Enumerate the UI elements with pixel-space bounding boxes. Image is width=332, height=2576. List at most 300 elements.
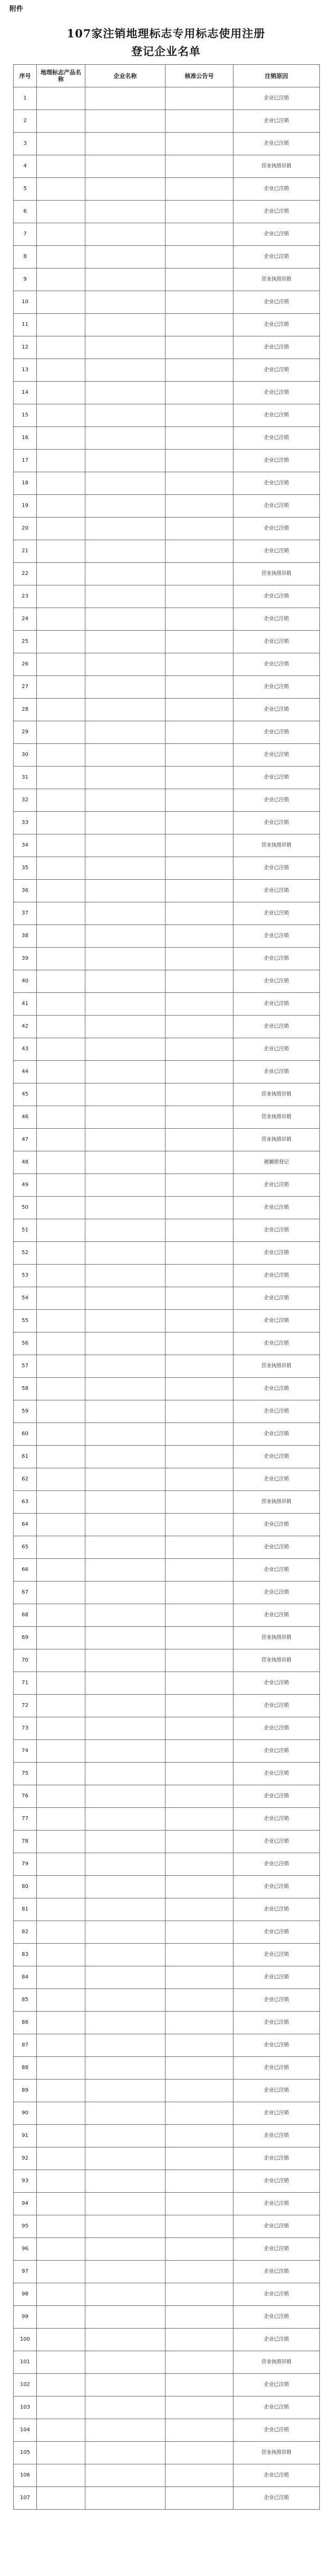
table-row xyxy=(14,902,320,925)
cell-approval-notice xyxy=(165,1423,233,1446)
cell-company-name xyxy=(85,2442,165,2464)
cell-company-name xyxy=(85,2306,165,2329)
cell-product-name xyxy=(37,1898,85,1921)
table-row xyxy=(14,1265,320,1287)
cell-product-name xyxy=(37,472,85,495)
cell-cancellation-reason: 营业执照吊销 xyxy=(233,2351,320,2374)
table-row xyxy=(14,2351,320,2374)
cell-serial-number: 17 xyxy=(14,450,37,472)
cell-cancellation-reason: 企业已注销 xyxy=(233,133,320,155)
cell-cancellation-reason: 企业已注销 xyxy=(233,2329,320,2351)
table-row xyxy=(14,1242,320,1265)
cell-product-name xyxy=(37,133,85,155)
cell-product-name xyxy=(37,155,85,178)
cell-cancellation-reason: 企业已注销 xyxy=(233,382,320,404)
cell-serial-number: 27 xyxy=(14,676,37,699)
table-row xyxy=(14,880,320,902)
cell-product-name xyxy=(37,1400,85,1423)
cell-serial-number: 86 xyxy=(14,2012,37,2034)
cell-approval-notice xyxy=(165,1514,233,1536)
cell-approval-notice xyxy=(165,336,233,359)
table-row xyxy=(14,1785,320,1808)
cell-cancellation-reason: 企业已注销 xyxy=(233,2102,320,2125)
cell-company-name xyxy=(85,291,165,314)
cell-product-name xyxy=(37,1355,85,1378)
cell-product-name xyxy=(37,2238,85,2261)
cell-company-name xyxy=(85,1536,165,1559)
table-row xyxy=(14,1468,320,1491)
cell-cancellation-reason: 企业已注销 xyxy=(233,1966,320,1989)
cell-cancellation-reason: 企业已注销 xyxy=(233,518,320,540)
cell-approval-notice xyxy=(165,1627,233,1649)
cell-cancellation-reason: 营业执照吊销 xyxy=(233,155,320,178)
table-row xyxy=(14,540,320,563)
table-row xyxy=(14,789,320,812)
cell-company-name xyxy=(85,87,165,110)
cell-product-name xyxy=(37,2442,85,2464)
cell-company-name xyxy=(85,2374,165,2396)
table-row xyxy=(14,857,320,880)
cell-approval-notice xyxy=(165,993,233,1016)
cell-product-name xyxy=(37,1763,85,1785)
cell-product-name xyxy=(37,2351,85,2374)
cell-cancellation-reason: 企业已注销 xyxy=(233,1400,320,1423)
cell-cancellation-reason: 被撤销登记 xyxy=(233,1151,320,1174)
cell-company-name xyxy=(85,1287,165,1310)
cell-serial-number: 16 xyxy=(14,427,37,450)
cell-product-name xyxy=(37,268,85,291)
cell-company-name xyxy=(85,1423,165,1446)
cell-company-name xyxy=(85,744,165,767)
cell-cancellation-reason: 企业已注销 xyxy=(233,2147,320,2170)
cell-product-name xyxy=(37,653,85,676)
cell-serial-number: 24 xyxy=(14,608,37,631)
cell-product-name xyxy=(37,1627,85,1649)
cell-product-name xyxy=(37,902,85,925)
cell-product-name xyxy=(37,2464,85,2487)
cell-cancellation-reason: 企业已注销 xyxy=(233,1582,320,1604)
cell-product-name xyxy=(37,382,85,404)
table-row xyxy=(14,834,320,857)
table-row xyxy=(14,427,320,450)
cell-approval-notice xyxy=(165,1763,233,1785)
cell-serial-number: 18 xyxy=(14,472,37,495)
cell-product-name xyxy=(37,1559,85,1582)
cell-product-name xyxy=(37,450,85,472)
cell-serial-number: 60 xyxy=(14,1423,37,1446)
table-body xyxy=(14,87,320,2510)
cell-cancellation-reason: 企业已注销 xyxy=(233,1423,320,1446)
cell-cancellation-reason: 企业已注销 xyxy=(233,1740,320,1763)
cell-cancellation-reason: 企业已注销 xyxy=(233,246,320,268)
cell-approval-notice xyxy=(165,1400,233,1423)
cell-company-name xyxy=(85,268,165,291)
cell-approval-notice xyxy=(165,2034,233,2057)
cell-approval-notice xyxy=(165,359,233,382)
cell-cancellation-reason: 企业已注销 xyxy=(233,699,320,721)
cell-serial-number: 89 xyxy=(14,2080,37,2102)
cell-cancellation-reason: 企业已注销 xyxy=(233,1468,320,1491)
cell-cancellation-reason: 企业已注销 xyxy=(233,1310,320,1332)
cell-serial-number: 12 xyxy=(14,336,37,359)
cell-product-name xyxy=(37,1106,85,1129)
table-row xyxy=(14,268,320,291)
cell-serial-number: 67 xyxy=(14,1582,37,1604)
cell-cancellation-reason: 营业执照吊销 xyxy=(233,1649,320,1672)
cell-company-name xyxy=(85,2012,165,2034)
cell-company-name xyxy=(85,1129,165,1151)
cell-cancellation-reason: 企业已注销 xyxy=(233,2396,320,2419)
cell-serial-number: 104 xyxy=(14,2419,37,2442)
cell-cancellation-reason: 企业已注销 xyxy=(233,110,320,133)
cell-product-name xyxy=(37,857,85,880)
cell-serial-number: 46 xyxy=(14,1106,37,1129)
cell-product-name xyxy=(37,1944,85,1966)
cell-company-name xyxy=(85,1355,165,1378)
cell-serial-number: 76 xyxy=(14,1785,37,1808)
cell-approval-notice xyxy=(165,2147,233,2170)
cell-company-name xyxy=(85,2464,165,2487)
cell-approval-notice xyxy=(165,1944,233,1966)
table-row xyxy=(14,1582,320,1604)
cell-company-name xyxy=(85,880,165,902)
cell-product-name xyxy=(37,993,85,1016)
cell-product-name xyxy=(37,2193,85,2215)
cell-company-name xyxy=(85,2238,165,2261)
cell-product-name xyxy=(37,1491,85,1514)
cell-cancellation-reason: 企业已注销 xyxy=(233,495,320,518)
cell-serial-number: 71 xyxy=(14,1672,37,1695)
cell-approval-notice xyxy=(165,1989,233,2012)
table-row xyxy=(14,563,320,585)
cell-cancellation-reason: 企业已注销 xyxy=(233,585,320,608)
cell-cancellation-reason: 企业已注销 xyxy=(233,2487,320,2510)
cell-company-name xyxy=(85,1785,165,1808)
cell-cancellation-reason: 企业已注销 xyxy=(233,653,320,676)
cell-cancellation-reason: 企业已注销 xyxy=(233,291,320,314)
cell-cancellation-reason: 企业已注销 xyxy=(233,767,320,789)
cell-company-name xyxy=(85,1219,165,1242)
cell-approval-notice xyxy=(165,1831,233,1853)
cell-product-name xyxy=(37,1740,85,1763)
cell-approval-notice xyxy=(165,925,233,948)
cell-company-name xyxy=(85,767,165,789)
cell-company-name xyxy=(85,1378,165,1400)
table-row xyxy=(14,359,320,382)
cell-product-name xyxy=(37,404,85,427)
header-company-name: 企业名称 xyxy=(85,65,165,87)
cell-company-name xyxy=(85,812,165,834)
cell-serial-number: 34 xyxy=(14,834,37,857)
table-header-row xyxy=(14,65,320,87)
table-row xyxy=(14,2283,320,2306)
cell-company-name xyxy=(85,1808,165,1831)
table-row xyxy=(14,1038,320,1061)
cell-company-name xyxy=(85,1559,165,1582)
cell-company-name xyxy=(85,1898,165,1921)
cell-approval-notice xyxy=(165,291,233,314)
cell-cancellation-reason: 企业已注销 xyxy=(233,948,320,970)
cell-company-name xyxy=(85,2102,165,2125)
cell-approval-notice xyxy=(165,1853,233,1876)
cell-cancellation-reason: 企业已注销 xyxy=(233,1332,320,1355)
cell-approval-notice xyxy=(165,87,233,110)
cell-cancellation-reason: 企业已注销 xyxy=(233,2215,320,2238)
table-row xyxy=(14,1695,320,1717)
cell-product-name xyxy=(37,1061,85,1083)
cell-serial-number: 1 xyxy=(14,87,37,110)
cell-company-name xyxy=(85,450,165,472)
table-row xyxy=(14,1446,320,1468)
cell-serial-number: 51 xyxy=(14,1219,37,1242)
cell-product-name xyxy=(37,1129,85,1151)
cell-approval-notice xyxy=(165,2170,233,2193)
cell-approval-notice xyxy=(165,608,233,631)
cell-company-name xyxy=(85,1921,165,1944)
table-row xyxy=(14,110,320,133)
cell-serial-number: 3 xyxy=(14,133,37,155)
table-row xyxy=(14,1310,320,1332)
cell-cancellation-reason: 企业已注销 xyxy=(233,1785,320,1808)
table-row xyxy=(14,314,320,336)
cell-approval-notice xyxy=(165,2351,233,2374)
cell-serial-number: 31 xyxy=(14,767,37,789)
table-row xyxy=(14,1355,320,1378)
cell-approval-notice xyxy=(165,1785,233,1808)
table-row xyxy=(14,2396,320,2419)
cell-cancellation-reason: 企业已注销 xyxy=(233,1514,320,1536)
cell-company-name xyxy=(85,1400,165,1423)
cell-company-name xyxy=(85,993,165,1016)
cell-cancellation-reason: 企业已注销 xyxy=(233,2261,320,2283)
cell-cancellation-reason: 企业已注销 xyxy=(233,2034,320,2057)
cell-company-name xyxy=(85,2147,165,2170)
cell-cancellation-reason: 企业已注销 xyxy=(233,359,320,382)
table-row xyxy=(14,1672,320,1695)
table-row xyxy=(14,1491,320,1514)
cell-serial-number: 23 xyxy=(14,585,37,608)
cell-product-name xyxy=(37,110,85,133)
cell-serial-number: 36 xyxy=(14,880,37,902)
cell-cancellation-reason: 企业已注销 xyxy=(233,1717,320,1740)
cell-serial-number: 52 xyxy=(14,1242,37,1265)
cell-product-name xyxy=(37,2396,85,2419)
cell-company-name xyxy=(85,1468,165,1491)
header-approval-notice: 核准公告号 xyxy=(165,65,233,87)
cell-serial-number: 38 xyxy=(14,925,37,948)
table-row xyxy=(14,1831,320,1853)
cell-approval-notice xyxy=(165,1740,233,1763)
cell-cancellation-reason: 企业已注销 xyxy=(233,540,320,563)
table-row xyxy=(14,1287,320,1310)
cell-product-name xyxy=(37,1966,85,1989)
cell-approval-notice xyxy=(165,2261,233,2283)
cell-product-name xyxy=(37,427,85,450)
table-row xyxy=(14,472,320,495)
cell-product-name xyxy=(37,1446,85,1468)
cell-cancellation-reason: 企业已注销 xyxy=(233,631,320,653)
table-row xyxy=(14,201,320,223)
cell-product-name xyxy=(37,359,85,382)
cell-approval-notice xyxy=(165,450,233,472)
cell-product-name xyxy=(37,834,85,857)
cell-product-name xyxy=(37,744,85,767)
cell-company-name xyxy=(85,902,165,925)
cell-serial-number: 105 xyxy=(14,2442,37,2464)
cell-approval-notice xyxy=(165,382,233,404)
cell-company-name xyxy=(85,133,165,155)
cell-product-name xyxy=(37,1174,85,1197)
cell-approval-notice xyxy=(165,2102,233,2125)
table-row xyxy=(14,178,320,201)
cell-cancellation-reason: 企业已注销 xyxy=(233,1989,320,2012)
table-row xyxy=(14,1174,320,1197)
table-row xyxy=(14,993,320,1016)
cell-serial-number: 99 xyxy=(14,2306,37,2329)
cell-approval-notice xyxy=(165,1355,233,1378)
cell-product-name xyxy=(37,880,85,902)
cell-serial-number: 102 xyxy=(14,2374,37,2396)
table-row xyxy=(14,925,320,948)
cell-company-name xyxy=(85,2487,165,2510)
cell-serial-number: 85 xyxy=(14,1989,37,2012)
table-row xyxy=(14,1717,320,1740)
table-row xyxy=(14,970,320,993)
cell-company-name xyxy=(85,2261,165,2283)
table-row xyxy=(14,585,320,608)
cell-product-name xyxy=(37,1310,85,1332)
table-row xyxy=(14,155,320,178)
cell-company-name xyxy=(85,2419,165,2442)
table-row xyxy=(14,1989,320,2012)
cell-serial-number: 92 xyxy=(14,2147,37,2170)
cell-approval-notice xyxy=(165,155,233,178)
cell-cancellation-reason: 企业已注销 xyxy=(233,1604,320,1627)
cell-company-name xyxy=(85,2125,165,2147)
cell-company-name xyxy=(85,404,165,427)
cell-product-name xyxy=(37,2419,85,2442)
cell-serial-number: 4 xyxy=(14,155,37,178)
cell-company-name xyxy=(85,2283,165,2306)
cell-cancellation-reason: 企业已注销 xyxy=(233,450,320,472)
cell-approval-notice xyxy=(165,1446,233,1468)
cell-company-name xyxy=(85,1265,165,1287)
cell-company-name xyxy=(85,1582,165,1604)
cell-serial-number: 11 xyxy=(14,314,37,336)
cell-cancellation-reason: 企业已注销 xyxy=(233,223,320,246)
cell-approval-notice xyxy=(165,314,233,336)
cell-product-name xyxy=(37,1695,85,1717)
cell-product-name xyxy=(37,1831,85,1853)
cell-serial-number: 43 xyxy=(14,1038,37,1061)
cell-approval-notice xyxy=(165,1061,233,1083)
cell-approval-notice xyxy=(165,699,233,721)
cell-company-name xyxy=(85,1332,165,1355)
cell-cancellation-reason: 企业已注销 xyxy=(233,1898,320,1921)
cell-approval-notice xyxy=(165,472,233,495)
cell-serial-number: 29 xyxy=(14,721,37,744)
cell-approval-notice xyxy=(165,563,233,585)
table-row xyxy=(14,2442,320,2464)
cell-product-name xyxy=(37,201,85,223)
cell-approval-notice xyxy=(165,1468,233,1491)
cell-serial-number: 44 xyxy=(14,1061,37,1083)
cell-company-name xyxy=(85,1491,165,1514)
cell-product-name xyxy=(37,2374,85,2396)
cell-serial-number: 80 xyxy=(14,1876,37,1898)
cell-approval-notice xyxy=(165,404,233,427)
cell-serial-number: 72 xyxy=(14,1695,37,1717)
cell-company-name xyxy=(85,1944,165,1966)
table-row xyxy=(14,1332,320,1355)
table-row xyxy=(14,1808,320,1831)
cell-serial-number: 100 xyxy=(14,2329,37,2351)
cell-company-name xyxy=(85,1242,165,1265)
cell-company-name xyxy=(85,1627,165,1649)
cell-approval-notice xyxy=(165,767,233,789)
cell-cancellation-reason: 企业已注销 xyxy=(233,336,320,359)
cell-company-name xyxy=(85,970,165,993)
cell-serial-number: 49 xyxy=(14,1174,37,1197)
cell-company-name xyxy=(85,518,165,540)
cell-serial-number: 94 xyxy=(14,2193,37,2215)
table-row xyxy=(14,1423,320,1446)
cell-company-name xyxy=(85,2351,165,2374)
cell-serial-number: 97 xyxy=(14,2261,37,2283)
cell-cancellation-reason: 企业已注销 xyxy=(233,2374,320,2396)
cell-product-name xyxy=(37,767,85,789)
cell-company-name xyxy=(85,2057,165,2080)
cell-cancellation-reason: 企业已注销 xyxy=(233,2419,320,2442)
cell-cancellation-reason: 企业已注销 xyxy=(233,608,320,631)
cell-cancellation-reason: 企业已注销 xyxy=(233,1219,320,1242)
cell-serial-number: 81 xyxy=(14,1898,37,1921)
cell-serial-number: 39 xyxy=(14,948,37,970)
cell-product-name xyxy=(37,223,85,246)
table-row xyxy=(14,1876,320,1898)
cell-product-name xyxy=(37,2034,85,2057)
cell-product-name xyxy=(37,2261,85,2283)
table-row xyxy=(14,1944,320,1966)
cell-product-name xyxy=(37,1197,85,1219)
cell-product-name xyxy=(37,1876,85,1898)
table-row xyxy=(14,2464,320,2487)
table-row xyxy=(14,1400,320,1423)
cell-cancellation-reason: 企业已注销 xyxy=(233,676,320,699)
cell-serial-number: 68 xyxy=(14,1604,37,1627)
cell-serial-number: 74 xyxy=(14,1740,37,1763)
cell-serial-number: 35 xyxy=(14,857,37,880)
cell-company-name xyxy=(85,631,165,653)
cell-approval-notice xyxy=(165,1966,233,1989)
cell-serial-number: 37 xyxy=(14,902,37,925)
cell-approval-notice xyxy=(165,970,233,993)
cell-cancellation-reason: 企业已注销 xyxy=(233,314,320,336)
cell-company-name xyxy=(85,789,165,812)
cell-serial-number: 101 xyxy=(14,2351,37,2374)
table-row xyxy=(14,1559,320,1582)
cell-company-name xyxy=(85,201,165,223)
cell-approval-notice xyxy=(165,1174,233,1197)
cell-serial-number: 96 xyxy=(14,2238,37,2261)
table-row xyxy=(14,133,320,155)
cell-company-name xyxy=(85,1853,165,1876)
cell-serial-number: 82 xyxy=(14,1921,37,1944)
cell-approval-notice xyxy=(165,1242,233,1265)
cell-serial-number: 90 xyxy=(14,2102,37,2125)
cell-product-name xyxy=(37,699,85,721)
cell-cancellation-reason: 企业已注销 xyxy=(233,1876,320,1898)
